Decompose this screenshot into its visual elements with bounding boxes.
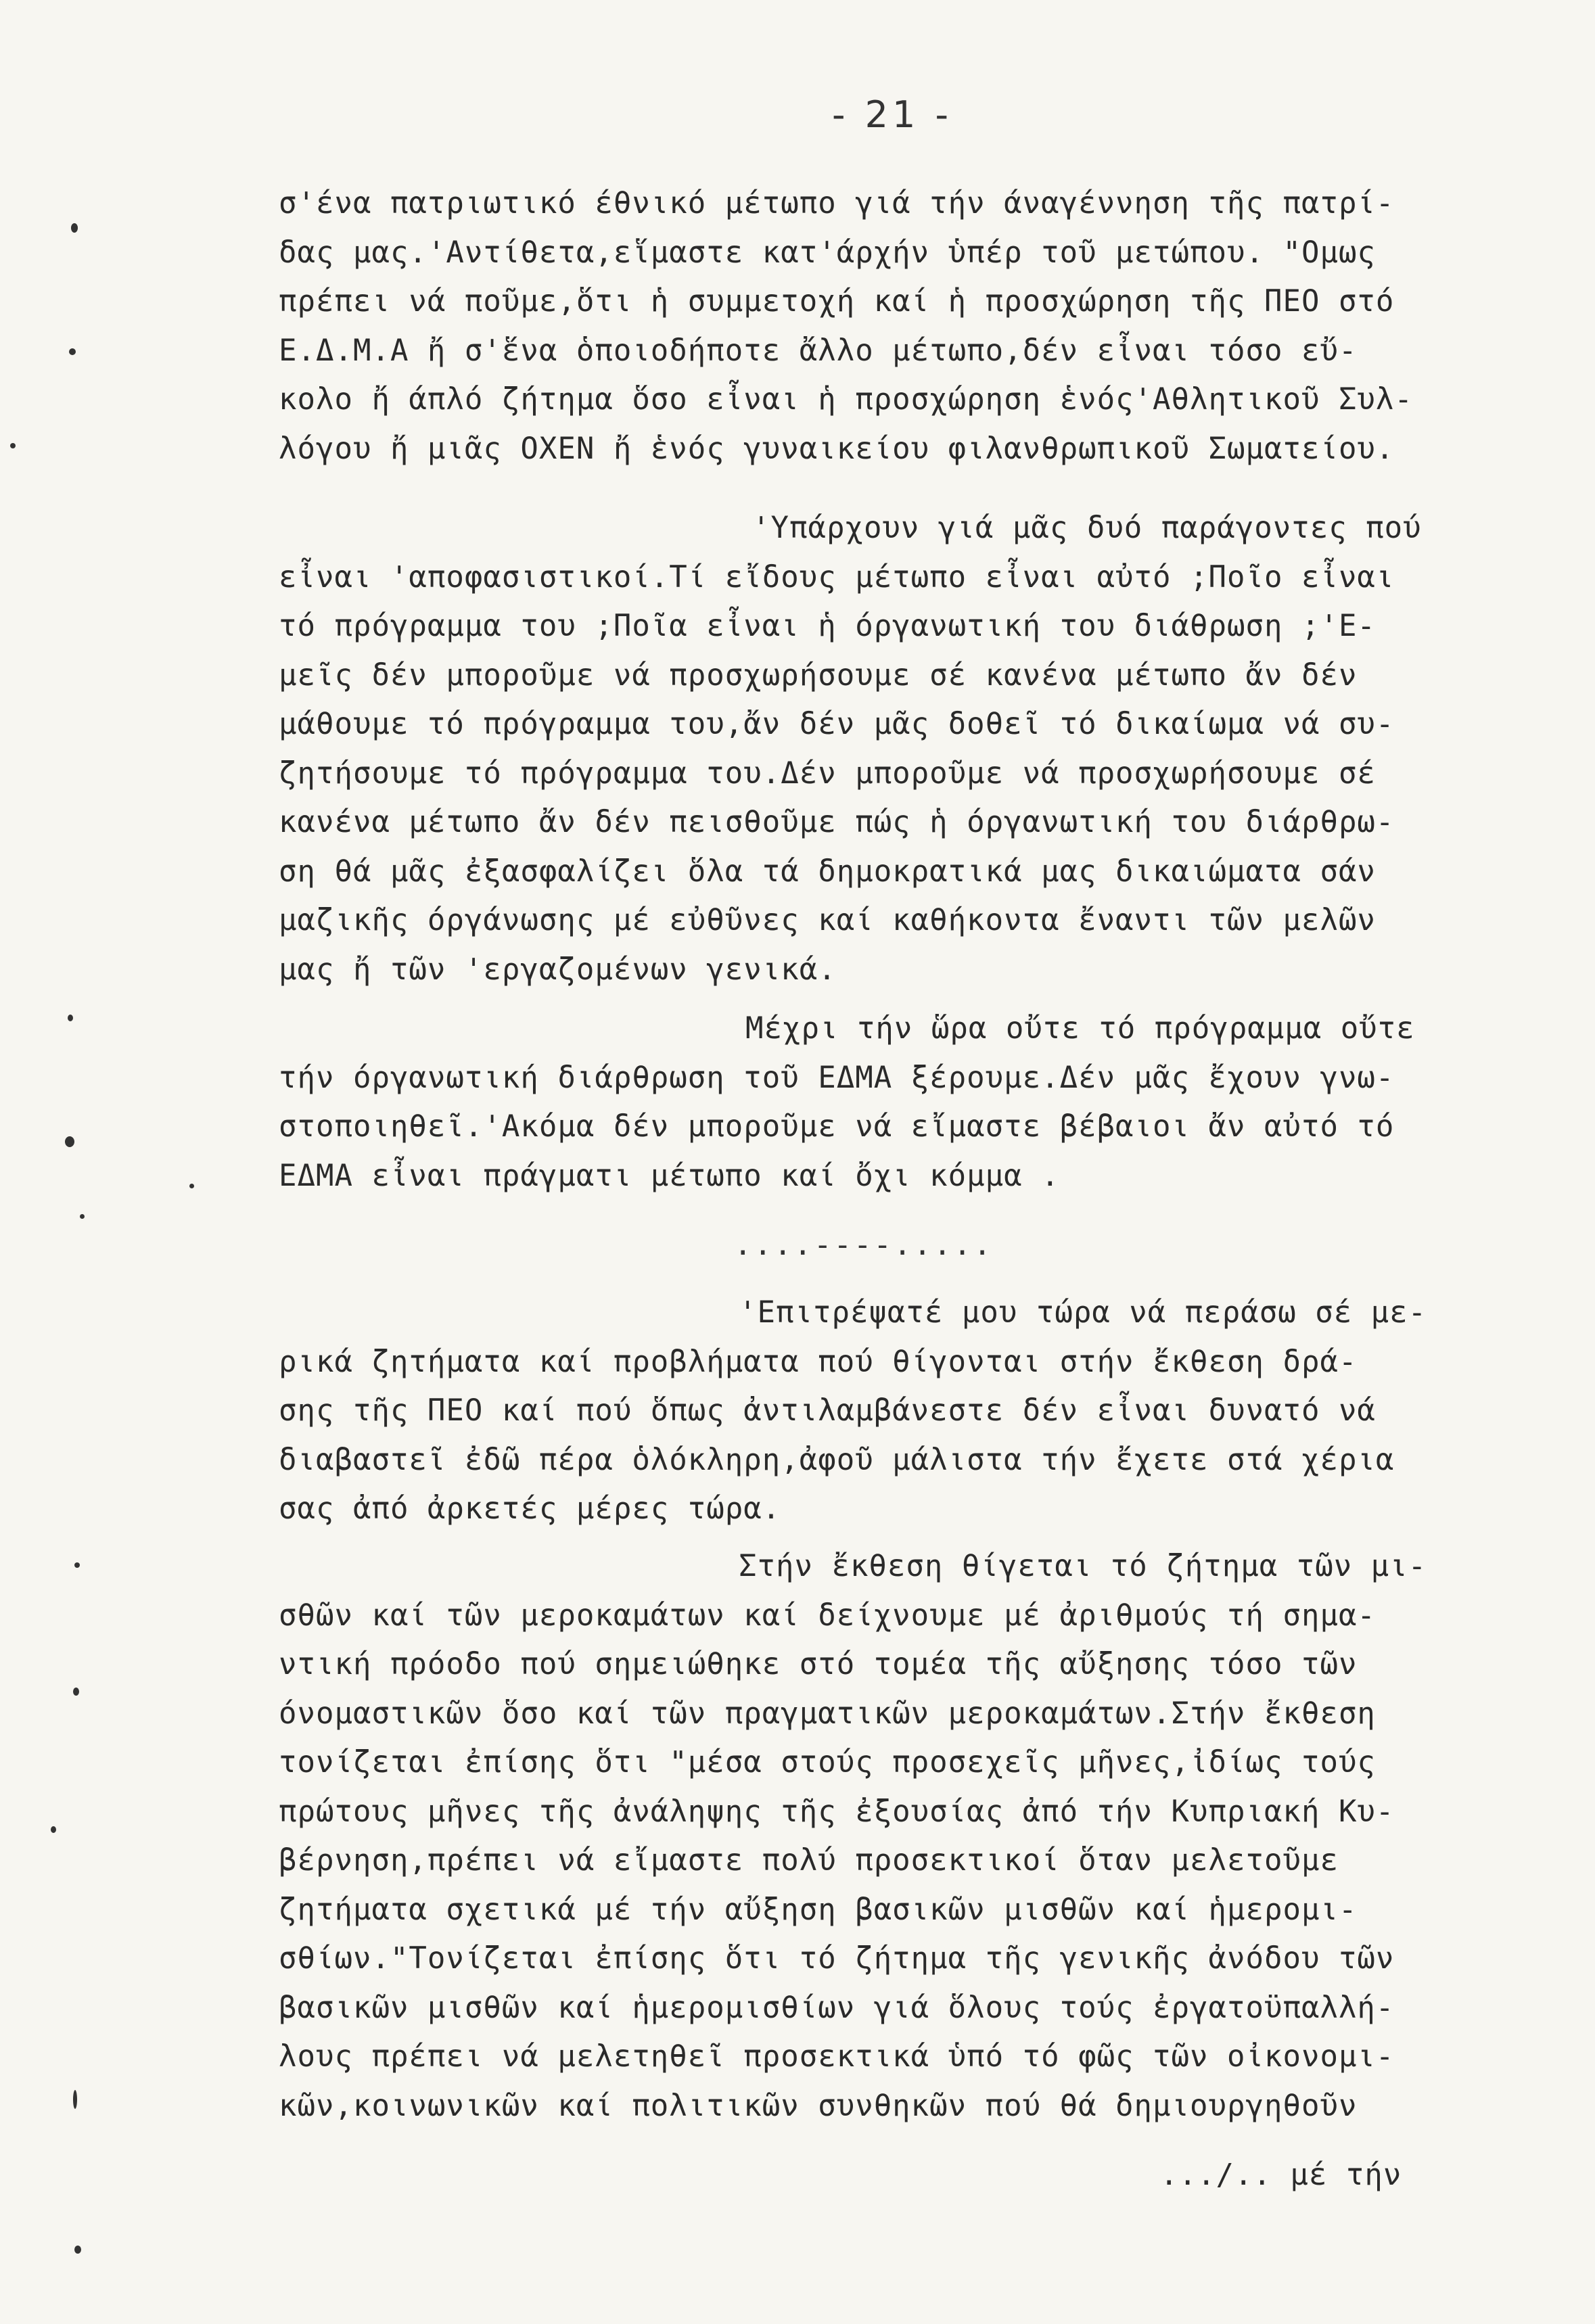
- text-line: μάθουμε τό πρόγραμμα του,ἄν δέν μᾶς δοθεῖ τό δικαίωμα νά συ-: [279, 707, 1395, 741]
- text-line: δας μας.'Αντίθετα,εἵμαστε κατ'άρχήν ὑπέρ τοῦ μετώπου. "Ομως: [279, 235, 1376, 270]
- text-line: στοποιηθεῖ.'Ακόμα δέν μποροῦμε νά εἴμαστε βέβαιοι ἄν αὐτό τό: [279, 1109, 1395, 1144]
- scan-speck: [189, 1184, 194, 1188]
- text-line: λόγου ἤ μιᾶς ΟΧΕΝ ἤ ἑνός γυναικείου φιλανθρωπικοῦ Σωματείου.: [279, 431, 1395, 466]
- text-line: 'Υπάρχουν γιά μᾶς δυό παράγοντες πού: [752, 511, 1422, 545]
- continuation-marker: .../.. μέ τήν: [1160, 2158, 1402, 2192]
- text-line: διαβαστεῖ ἐδῶ πέρα ὁλόκληρη,ἀφοῦ μάλιστα τήν ἔχετε στά χέρια: [279, 1442, 1395, 1477]
- text-line: ση θά μᾶς ἐξασφαλίζει ὅλα τά δημοκρατικά μας δικαιώματα σάν: [279, 854, 1376, 889]
- scan-speck: [10, 443, 16, 448]
- text-line: σης τῆς ΠΕΟ καί πού ὅπως ἀντιλαμβάνεστε δέν εἶναι δυνατό νά: [279, 1393, 1376, 1428]
- text-line: πρέπει νά ποῦμε,ὅτι ἡ συμμετοχή καί ἡ προσχώρηση τῆς ΠΕΟ στό: [279, 284, 1395, 319]
- text-line: βέρνηση,πρέπει νά εἴμαστε πολύ προσεκτικοί ὅταν μελετοῦμε: [279, 1843, 1339, 1878]
- text-line: σθίων."Τονίζεται ἐπίσης ὅτι τό ζήτημα τῆς γενικῆς ἀνόδου τῶν: [279, 1941, 1395, 1976]
- scan-speck: [65, 1136, 74, 1147]
- paragraph-1: [279, 179, 1506, 473]
- text-line: ΕΔΜΑ εἶναι πράγματι μέτωπο καί ὄχι κόμμα .: [279, 1158, 1060, 1193]
- text-line: ζητήματα σχετικά μέ τήν αὔξηση βασικῶν μισθῶν καί ἡμερομι-: [279, 1892, 1358, 1927]
- paragraph-5: [279, 1542, 1506, 2131]
- scan-speck: [80, 1214, 85, 1219]
- scan-speck: [71, 223, 78, 233]
- text-line: Μέχρι τήν ὥρα οὔτε τό πρόγραμμα οὔτε: [745, 1011, 1415, 1046]
- text-line: σας ἀπό ἀρκετές μέρες τώρα.: [279, 1491, 781, 1526]
- scan-speck: [73, 2090, 77, 2109]
- scan-speck: [51, 1826, 56, 1833]
- text-line: τό πρόγραμμα του ;Ποῖα εἶναι ἡ όργανωτική του διάθρωση ;'Ε-: [279, 609, 1376, 643]
- text-line: μαζικῆς όργάνωσης μέ εὐθῦνες καί καθήκοντα ἔναντι τῶν μελῶν: [279, 903, 1376, 937]
- text-line: κανένα μέτωπο ἄν δέν πεισθοῦμε πώς ἡ όργανωτική του διάρθρω-: [279, 805, 1395, 839]
- text-line: Ε.Δ.Μ.Α ἤ σ'ἕνα ὁποιοδήποτε ἄλλο μέτωπο,δέν εἶναι τόσο εὔ-: [279, 333, 1358, 368]
- text-line: κῶν,κοινωνικῶν καί πολιτικῶν συνθηκῶν πού θά δημιουργηθοῦν: [279, 2088, 1358, 2123]
- text-line: όνομαστικῶν ὅσο καί τῶν πραγματικῶν μεροκαμάτων.Στήν ἔκθεση: [279, 1696, 1376, 1731]
- text-line: σ'ένα πατριωτικό έθνικό μέτωπο γιά τήν άναγέννηση τῆς πατρί-: [279, 186, 1395, 220]
- scan-speck: [74, 2246, 81, 2254]
- paragraph-3: [279, 1004, 1506, 1201]
- text-line: ντική πρόοδο πού σημειώθηκε στό τομέα τῆς αὔξησης τόσο τῶν: [279, 1647, 1358, 1681]
- text-line: βασικῶν μισθῶν καί ἡμερομισθίων γιά ὅλους τούς ἐργατοϋπαλλή-: [279, 1990, 1395, 2025]
- text-line: μας ἤ τῶν 'εργαζομένων γενικά.: [279, 952, 837, 987]
- section-separator: ....----.....: [734, 1228, 994, 1262]
- text-line: μεῖς δέν μποροῦμε νά προσχωρήσουμε σέ κανένα μέτωπο ἄν δέν: [279, 657, 1358, 693]
- text-line: ζητήσουμε τό πρόγραμμα του.Δέν μποροῦμε νά προσχωρήσουμε σέ: [279, 756, 1376, 791]
- text-line: 'Επιτρέψατέ μου τώρα νά περάσω σέ με-: [739, 1295, 1427, 1330]
- text-line: εἶναι 'αποφασιστικοί.Τί εἴδους μέτωπο εἶναι αὐτό ;Ποῖο εἶναι: [279, 559, 1395, 595]
- text-line: κολο ἤ άπλό ζήτημα ὅσο εἶναι ἡ προσχώρηση ἑνός'Αθλητικοῦ Συλ-: [279, 382, 1413, 417]
- text-line: σθῶν καί τῶν μεροκαμάτων καί δείχνουμε μέ ἀριθμούς τή σημα-: [279, 1598, 1376, 1633]
- text-line: λους πρέπει νά μελετηθεῖ προσεκτικά ὑπό τό φῶς τῶν οἰκονομι-: [279, 2039, 1395, 2074]
- paragraph-2: [279, 504, 1506, 994]
- text-line: τήν όργανωτική διάρθρωση τοῦ ΕΔΜΑ ξέρουμε.Δέν μᾶς ἔχουν γνω-: [279, 1060, 1395, 1095]
- scan-speck: [69, 348, 76, 355]
- text-line: Στήν ἔκθεση θίγεται τό ζήτημα τῶν μι-: [739, 1549, 1427, 1583]
- scan-speck: [73, 1688, 79, 1696]
- text-line: πρώτους μῆνες τῆς ἀνάληψης τῆς ἐξουσίας ἀπό τήν Κυπριακή Κυ-: [279, 1794, 1395, 1829]
- scan-speck: [68, 1015, 73, 1021]
- text-line: ρικά ζητήματα καί προβλήματα πού θίγονται στήν ἔκθεση δρά-: [279, 1344, 1358, 1379]
- text-line: τονίζεται ἐπίσης ὅτι "μέσα στούς προσεχεῖς μῆνες,ἰδίως τούς: [279, 1745, 1376, 1780]
- page-number: - 21 -: [832, 93, 953, 136]
- paragraph-4: [279, 1288, 1506, 1534]
- scan-speck: [74, 1562, 80, 1568]
